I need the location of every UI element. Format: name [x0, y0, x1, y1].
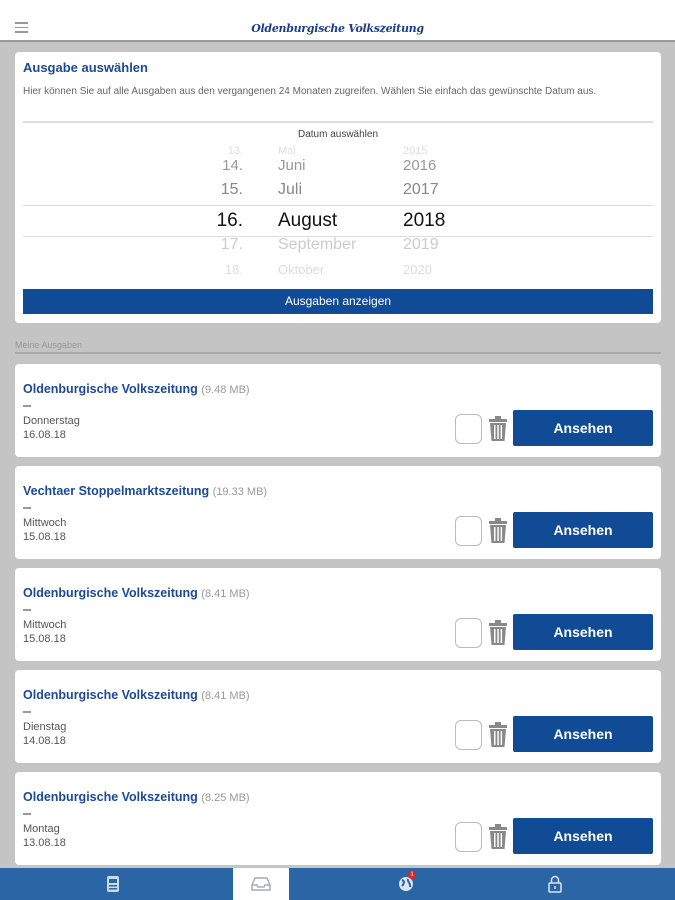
- select-checkbox[interactable]: [455, 516, 482, 546]
- edition-date: [23, 618, 66, 646]
- trash-icon[interactable]: [487, 518, 509, 544]
- picker-row[interactable]: [23, 233, 653, 257]
- divider-dash: [23, 711, 31, 713]
- edition-name: Oldenburgische Volkszeitung: [23, 790, 198, 804]
- picker-year: 2016: [403, 156, 437, 174]
- tab-news[interactable]: [378, 868, 434, 900]
- edition-size: (9.48 MB): [201, 384, 250, 396]
- tab-bar: [0, 868, 675, 900]
- picker-month: Oktober: [278, 261, 325, 277]
- edition-name: Oldenburgische Volkszeitung: [23, 688, 198, 702]
- edition-weekday: Donnerstag: [23, 415, 80, 427]
- newspaper-icon: [106, 875, 120, 893]
- picker-month: August: [278, 210, 338, 231]
- edition-size: (19.33 MB): [212, 486, 268, 498]
- tab-epaper[interactable]: [85, 868, 141, 900]
- edition-item: [15, 568, 661, 661]
- view-button[interactable]: Ansehen: [513, 410, 653, 446]
- edition-title: [23, 586, 250, 600]
- picker-row[interactable]: [23, 153, 653, 177]
- edition-title: [23, 688, 250, 702]
- selector-description: Hier können Sie auf alle Ausgaben aus den vergangenen 24 Monaten zugreifen. Wählen Sie einfach das gewünschte Datum aus.: [23, 86, 597, 97]
- edition-title: [23, 484, 267, 498]
- divider-dash: [23, 609, 31, 611]
- picker-year: 2015: [403, 145, 428, 157]
- view-button[interactable]: Ansehen: [513, 818, 653, 854]
- trash-icon[interactable]: [487, 722, 509, 748]
- edition-size: (8.41 MB): [201, 588, 250, 600]
- edition-name: Vechtaer Stoppelmarktszeitung: [23, 484, 210, 498]
- select-checkbox[interactable]: [455, 822, 482, 852]
- edition-size: (8.25 MB): [201, 792, 250, 804]
- edition-name: Oldenburgische Volkszeitung: [23, 382, 198, 396]
- divider-dash: [23, 507, 31, 509]
- picker-month: September: [278, 236, 357, 253]
- edition-item: [15, 364, 661, 457]
- edition-item: [15, 670, 661, 763]
- divider-dash: [23, 405, 31, 407]
- picker-day: 13.: [227, 145, 243, 157]
- picker-year: 2017: [403, 181, 439, 198]
- edition-weekday: Mittwoch: [23, 517, 67, 529]
- edition-title: [23, 382, 250, 396]
- view-button[interactable]: Ansehen: [513, 614, 653, 650]
- edition-weekday: Montag: [23, 823, 60, 835]
- divider-dash: [23, 813, 31, 815]
- section-my-editions: Meine Ausgaben: [15, 340, 661, 354]
- edition-item: [15, 772, 661, 865]
- picker-day: 18.: [224, 261, 243, 277]
- trash-icon[interactable]: [487, 416, 509, 442]
- edition-item: [15, 466, 661, 559]
- edition-name: Oldenburgische Volkszeitung: [23, 586, 198, 600]
- app-logo: Oldenburgische Volkszeitung: [251, 22, 424, 35]
- lock-icon: [548, 875, 562, 893]
- edition-size: (8.41 MB): [201, 690, 250, 702]
- picker-month: Juli: [278, 181, 303, 198]
- picker-day: 16.: [216, 210, 243, 231]
- date-picker-label: Datum auswählen: [23, 121, 653, 140]
- notification-badge: 1: [408, 871, 416, 879]
- picker-year: 2019: [403, 236, 439, 253]
- view-button[interactable]: Ansehen: [513, 512, 653, 548]
- picker-day: 17.: [220, 236, 243, 253]
- show-editions-button[interactable]: Ausgaben anzeigen: [23, 289, 653, 314]
- edition-weekday: Mittwoch: [23, 619, 67, 631]
- select-checkbox[interactable]: [455, 414, 482, 444]
- edition-date: [23, 414, 80, 442]
- edition-date: [23, 720, 66, 748]
- edition-selector-card: [15, 52, 661, 323]
- edition-date-value: 15.08.18: [23, 531, 66, 543]
- trash-icon[interactable]: [487, 824, 509, 850]
- inbox-tray-icon: [251, 876, 271, 892]
- picker-year: 2020: [403, 261, 432, 277]
- edition-date-value: 16.08.18: [23, 429, 66, 441]
- picker-day: 15.: [220, 181, 243, 198]
- edition-weekday: Dienstag: [23, 721, 67, 733]
- picker-month: Mai: [278, 145, 296, 157]
- select-checkbox[interactable]: [455, 618, 482, 648]
- edition-date-value: 14.08.18: [23, 735, 66, 747]
- edition-date: [23, 822, 66, 850]
- tab-login[interactable]: [527, 868, 583, 900]
- view-button[interactable]: Ansehen: [513, 716, 653, 752]
- date-picker[interactable]: [23, 145, 653, 285]
- edition-date-value: 13.08.18: [23, 837, 66, 849]
- picker-day: 14.: [222, 156, 243, 174]
- tab-archive[interactable]: [233, 868, 289, 900]
- picker-row[interactable]: [23, 257, 653, 281]
- selector-title: Ausgabe auswählen: [23, 60, 148, 75]
- trash-icon[interactable]: [487, 620, 509, 646]
- edition-title: [23, 790, 250, 804]
- picker-month: Juni: [278, 156, 306, 174]
- picker-year: 2018: [403, 210, 446, 231]
- picker-row[interactable]: [23, 178, 653, 202]
- app-header: [0, 0, 675, 42]
- select-checkbox[interactable]: [455, 720, 482, 750]
- edition-date: [23, 516, 66, 544]
- edition-date-value: 15.08.18: [23, 633, 66, 645]
